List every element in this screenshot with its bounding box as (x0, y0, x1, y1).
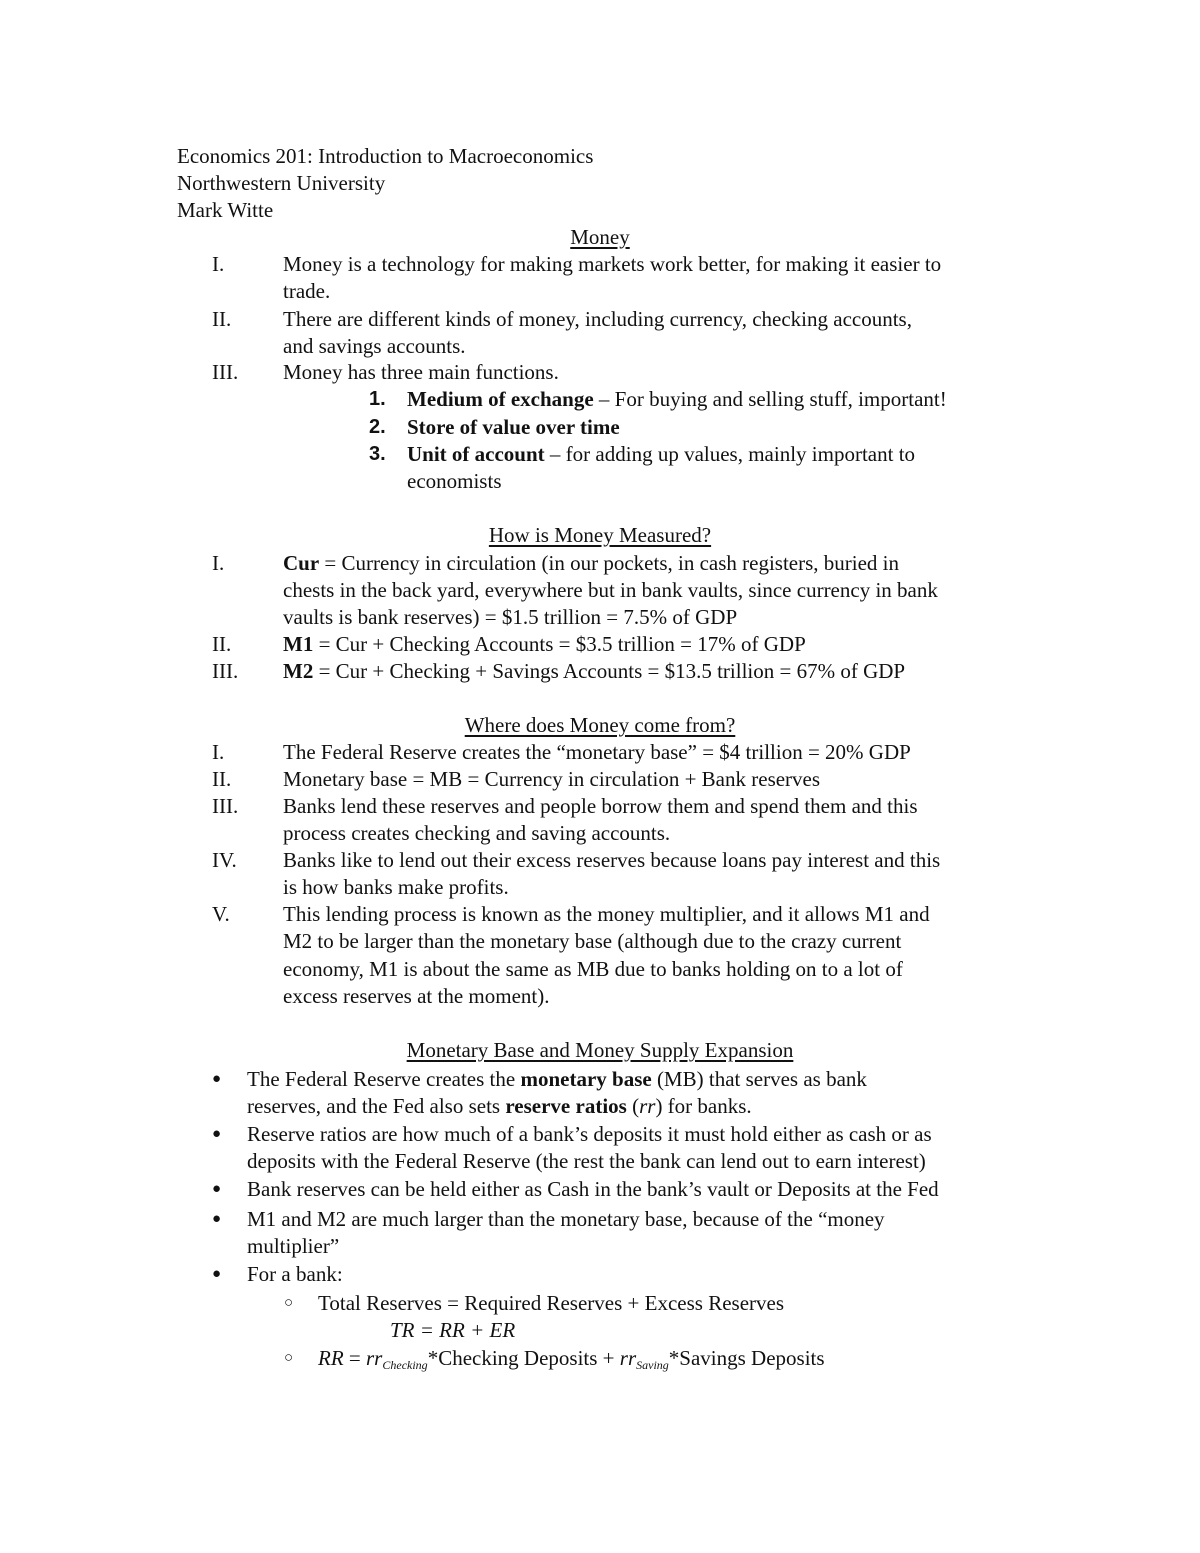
bullet-text: Bank reserves can be held either as Cash in the bank’s vault or Deposits at the Fed (247, 1177, 939, 1201)
bullet-icon: ● (212, 1126, 222, 1142)
sub-bullet-text: Total Reserves = Required Reserves + Excess Reserves (318, 1291, 784, 1315)
list-item-text: chests in the back yard, everywhere but in bank vaults, since currency in bank (283, 578, 938, 602)
bullet-icon: ● (212, 1211, 222, 1227)
bullet-text: deposits with the Federal Reserve (the rest the bank can lend out to earn interest) (247, 1149, 926, 1173)
bullet-text: Reserve ratios are how much of a bank’s deposits it must hold either as cash or as (247, 1122, 932, 1146)
sub-bullet-icon: ○ (284, 1350, 294, 1366)
list-item-text: Money is a technology for making markets work better, for making it easier to (283, 252, 942, 276)
required-reserves-formula: RR = $rr_{Checking}*Checking$ Deposits + $rr_{Saving}*Savings$ Deposits (318, 1346, 825, 1372)
list-item-text: M2 to be larger than the monetary base (although due to the crazy current (283, 929, 902, 953)
list-item-text: The Federal Reserve creates the “monetary base” = $4 trillion = 20% GDP (283, 740, 911, 764)
list-item-text: economy, M1 is about the same as MB due to banks holding on to a lot of (283, 957, 903, 981)
course-title: Economics 201: Introduction to Macroeconomics (177, 144, 594, 168)
function-number: 3. (369, 443, 386, 465)
list-item-text: is how banks make profits. (283, 875, 509, 899)
list-item-text: Banks like to lend out their excess reserves because loans pay interest and this (283, 848, 941, 872)
section-heading-origin: Where does Money come from? (464, 713, 736, 737)
list-number: I. (212, 551, 225, 575)
bullet-text: The Federal Reserve creates the monetary base (MB) that serves as bank (247, 1067, 867, 1091)
reserves-equation: TR = RR + ER (390, 1318, 516, 1342)
function-item-continued: economists (407, 469, 502, 493)
list-item-text: and savings accounts. (283, 334, 466, 358)
list-number: I. (212, 740, 225, 764)
list-item-text: trade. (283, 279, 331, 303)
bullet-icon: ● (212, 1181, 222, 1197)
list-item-text: There are different kinds of money, including currency, checking accounts, (283, 307, 912, 331)
section-heading-measured: How is Money Measured? (488, 523, 712, 547)
list-number: II. (212, 307, 232, 331)
university-name: Northwestern University (177, 171, 386, 195)
sub-bullet-icon: ○ (284, 1295, 294, 1311)
list-number: V. (212, 902, 230, 926)
list-number: IV. (212, 848, 237, 872)
bullet-text: M1 and M2 are much larger than the monetary base, because of the “money (247, 1207, 885, 1231)
list-item-text: This lending process is known as the money multiplier, and it allows M1 and (283, 902, 930, 926)
list-item-text: M2 = Cur + Checking + Savings Accounts = $13.5 trillion = 67% of GDP (283, 659, 906, 683)
function-item: Unit of account – for adding up values, mainly important to (407, 442, 916, 466)
list-number: III. (212, 659, 239, 683)
list-item-text: M1 = Cur + Checking Accounts = $3.5 trillion = 17% of GDP (283, 632, 806, 656)
list-number: II. (212, 767, 232, 791)
list-number: II. (212, 632, 232, 656)
bullet-icon: ● (212, 1266, 222, 1282)
list-item-text: excess reserves at the moment). (283, 984, 550, 1008)
list-number: III. (212, 360, 239, 384)
list-item-text: Banks lend these reserves and people borrow them and spend them and this (283, 794, 918, 818)
section-heading-money: Money (570, 225, 630, 249)
list-item-text: process creates checking and saving accounts. (283, 821, 671, 845)
function-item: Medium of exchange – For buying and selling stuff, important! (407, 387, 947, 411)
bullet-icon: ● (212, 1071, 222, 1087)
function-number: 1. (369, 388, 386, 410)
bullet-text: multiplier” (247, 1234, 340, 1258)
bullet-text: For a bank: (247, 1262, 343, 1286)
list-number: I. (212, 252, 225, 276)
bullet-text: reserves, and the Fed also sets reserve ratios (rr) for banks. (247, 1094, 752, 1118)
list-item-text: Money has three main functions. (283, 360, 559, 384)
function-item: Store of value over time (407, 415, 620, 439)
function-number: 2. (369, 416, 386, 438)
list-item-text: vaults is bank reserves) = $1.5 trillion = 7.5% of GDP (283, 605, 738, 629)
list-number: III. (212, 794, 239, 818)
section-heading-expansion: Monetary Base and Money Supply Expansion (406, 1038, 794, 1062)
list-item-text: Cur = Currency in circulation (in our pockets, in cash registers, buried in (283, 551, 900, 575)
list-item-text: Monetary base = MB = Currency in circulation + Bank reserves (283, 767, 821, 791)
instructor-name: Mark Witte (177, 198, 274, 222)
